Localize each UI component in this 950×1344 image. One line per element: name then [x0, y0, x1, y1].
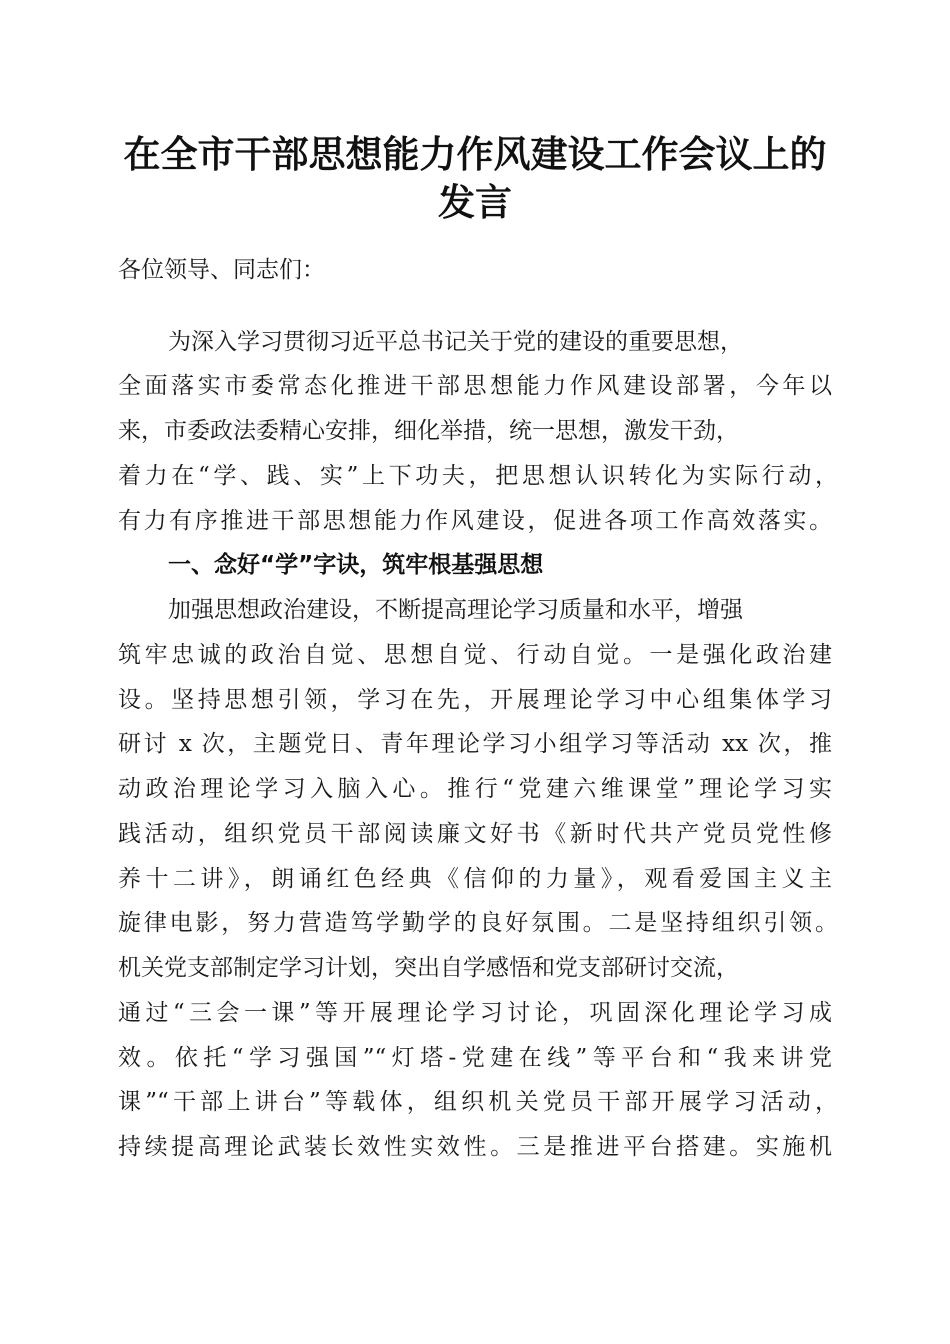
- paragraph-line: 机关党支部制定学习计划，突出自学感悟和党支部研讨交流，: [118, 955, 739, 981]
- page-title: 在全市干部思想能力作风建设工作会议上的发言: [123, 132, 827, 224]
- section-heading: 一、念好“学”字诀，筑牢根基强思想: [168, 552, 544, 578]
- paragraph-line: 全面落实市委常态化推进干部思想能力作风建设部署，今年以: [118, 373, 832, 399]
- paragraph-line: 为深入学习贯彻习近平总书记关于党的建设的重要思想，: [168, 329, 743, 355]
- paragraph-line: 效。依托“学习强国”“灯塔-党建在线”等平台和“我来讲党: [118, 1045, 832, 1071]
- paragraph-line: 课”“干部上讲台”等载体，组织机关党员干部开展学习活动，: [118, 1089, 838, 1115]
- paragraph-line: 研讨 x 次，主题党日、青年理论学习小组学习等活动 xx 次，推: [118, 731, 832, 757]
- salutation: 各位领导、同志们：: [118, 257, 325, 283]
- paragraph-line: 筑牢忠诚的政治自觉、思想自觉、行动自觉。一是强化政治建: [118, 642, 832, 668]
- paragraph-line: 有力有序推进干部思想能力作风建设，促进各项工作高效落实。: [118, 508, 832, 534]
- paragraph-line: 着力在“学、践、实”上下功夫，把思想认识转化为实际行动，: [118, 463, 838, 489]
- paragraph-line: 加强思想政治建设，不断提高理论学习质量和水平，增强: [168, 597, 743, 623]
- paragraph-line: 旋律电影，努力营造笃学勤学的良好氛围。二是坚持组织引领。: [118, 910, 838, 936]
- paragraph-line: 持续提高理论武装长效性实效性。三是推进平台搭建。实施机: [118, 1134, 832, 1160]
- paragraph-line: 设。坚持思想引领，学习在先，开展理论学习中心组集体学习: [118, 687, 832, 713]
- paragraph-line: 来，市委政法委精心安排，细化举措，统一思想，激发干劲，: [118, 418, 739, 444]
- paragraph-line: 践活动，组织党员干部阅读廉文好书《新时代共产党员党性修: [118, 821, 832, 847]
- paragraph-line: 动政治理论学习入脑入心。推行“党建六维课堂”理论学习实: [118, 776, 832, 802]
- paragraph-line: 通过“三会一课”等开展理论学习讨论，巩固深化理论学习成: [118, 1000, 832, 1026]
- paragraph-line: 养十二讲》，朗诵红色经典《信仰的力量》，观看爱国主义主: [118, 866, 832, 892]
